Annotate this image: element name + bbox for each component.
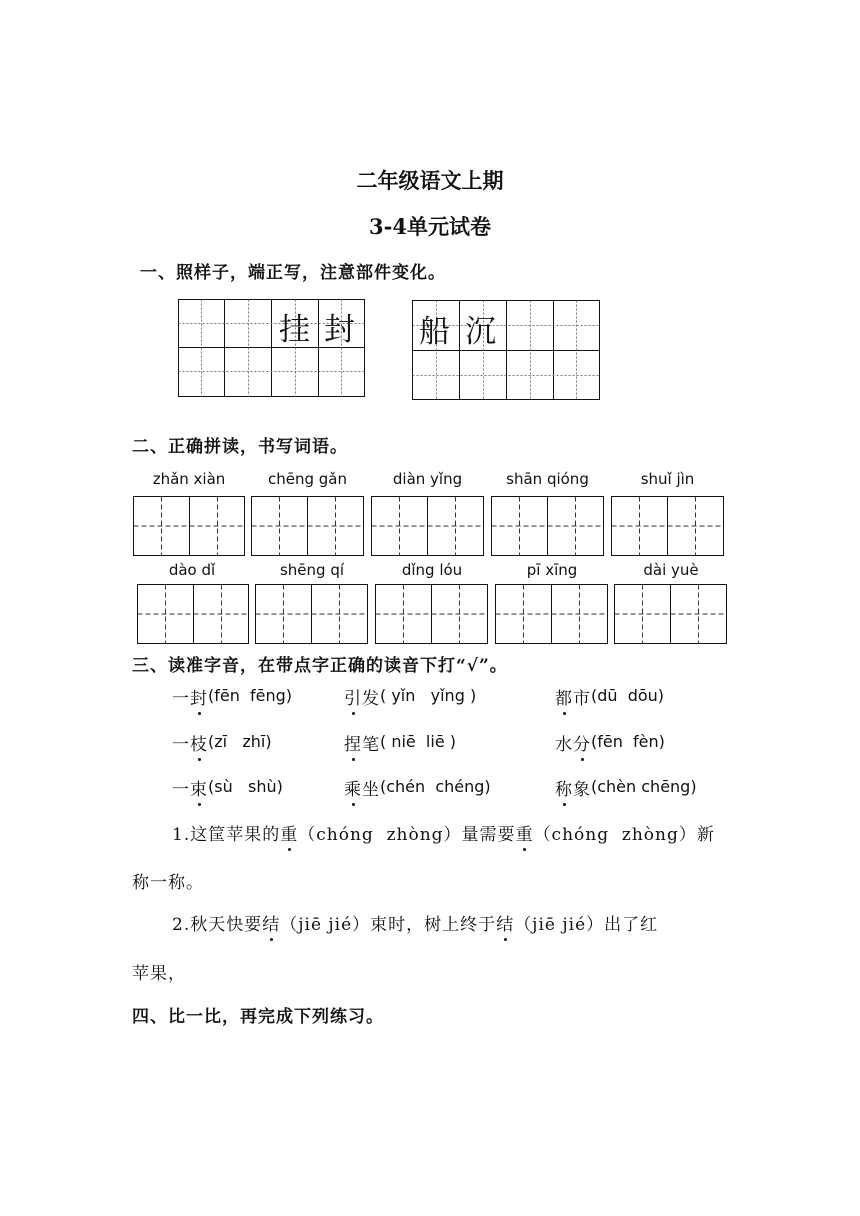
writing-box[interactable]	[611, 496, 725, 557]
writing-box[interactable]	[371, 496, 485, 557]
model-char-2: 封	[324, 312, 355, 348]
sentence-2-line-2: 苹果，	[132, 964, 186, 984]
question-item: 一封	[172, 684, 208, 709]
writing-box[interactable]	[375, 584, 489, 645]
model-char-4: 沉	[465, 314, 496, 350]
pinyin-label: pī xīng	[526, 561, 578, 579]
writing-box[interactable]	[133, 496, 246, 557]
pinyin-options[interactable]: (fēn fèn)	[591, 732, 665, 751]
pinyin-label: dài yuè	[643, 561, 699, 579]
writing-box[interactable]	[491, 496, 605, 557]
pinyin-label: dào dǐ	[168, 561, 216, 579]
question-item: 捏笔	[344, 730, 380, 755]
model-char-3: 船	[419, 314, 450, 350]
pinyin-label: shēng qí	[279, 561, 345, 579]
pinyin-label: shān qióng	[506, 470, 589, 488]
question-item: 一枝	[172, 730, 208, 755]
pinyin-label: zhǎn xiàn	[152, 470, 226, 488]
pinyin-options[interactable]: ( niē liē )	[380, 732, 456, 751]
pinyin-label: diàn yǐng	[392, 470, 463, 488]
model-char-1: 挂	[279, 312, 310, 348]
question-item: 一束	[172, 775, 208, 800]
sentence-1-line-2: 称一称。	[132, 873, 204, 893]
question-item: 乘坐	[344, 775, 380, 800]
pinyin-options[interactable]: (dū dōu)	[591, 686, 665, 705]
section2-heading: 二、正确拼读，书写词语。	[132, 437, 348, 457]
pinyin-label: shuǐ jìn	[640, 470, 695, 488]
writing-box[interactable]	[251, 496, 365, 557]
sentence-2-line-1: 2.秋天快要结（jiē jié）束时，树上终于结（jiē jié）出了红	[172, 910, 658, 935]
page-title: 二年级语文上期	[356, 168, 504, 193]
pinyin-options[interactable]: (fēn fēng)	[208, 686, 293, 705]
section4-heading: 四、比一比，再完成下列练习。	[132, 1007, 384, 1027]
writing-box[interactable]	[614, 584, 728, 645]
section1-heading: 一、照样子，端正写，注意部件变化。	[140, 263, 446, 283]
pinyin-options[interactable]: (chén chéng)	[380, 777, 491, 796]
pinyin-options[interactable]: ( yǐn yǐng )	[380, 686, 477, 705]
question-item: 称象	[555, 775, 591, 800]
writing-box[interactable]	[137, 584, 250, 645]
question-item: 都市	[555, 684, 591, 709]
page-subtitle: 3-4单元试卷	[369, 214, 491, 239]
pinyin-label: chēng gǎn	[268, 470, 347, 488]
pinyin-options[interactable]: (chèn chēng)	[591, 777, 697, 796]
question-item: 引发	[344, 684, 380, 709]
sentence-1-line-1: 1.这筐苹果的重（chóng zhòng）量需要重（chóng zhòng）新	[172, 820, 715, 845]
section3-heading: 三、读准字音，在带点字正确的读音下打“√”。	[132, 656, 508, 676]
writing-box[interactable]	[495, 584, 609, 645]
writing-box[interactable]	[255, 584, 369, 645]
pinyin-options[interactable]: (zī zhī)	[208, 732, 272, 751]
pinyin-options[interactable]: (sù shù)	[208, 777, 283, 796]
pinyin-label: dǐng lóu	[401, 561, 463, 579]
question-item: 水分	[555, 730, 591, 755]
